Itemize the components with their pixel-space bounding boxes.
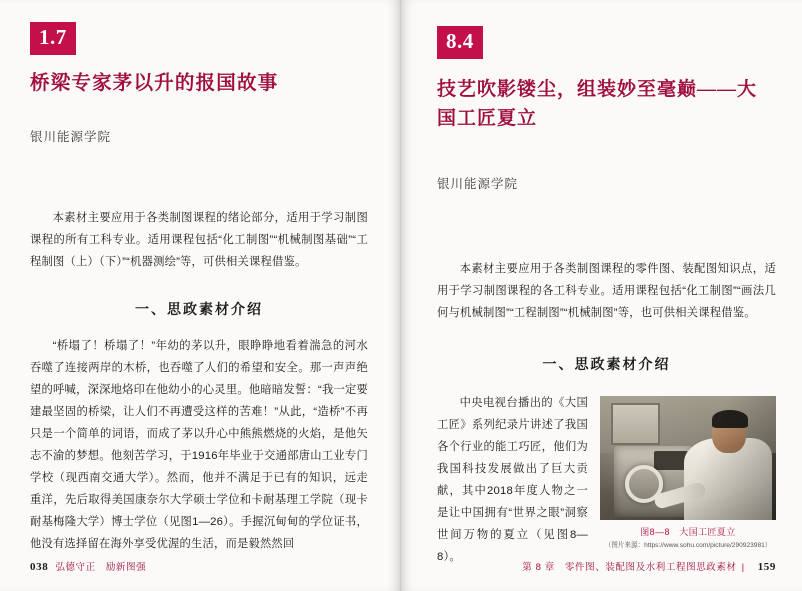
right-body — [437, 258, 776, 568]
left-article-author: 银川能源学院 — [30, 130, 112, 145]
left-folio: 038 — [30, 561, 49, 573]
right-body-with-figure — [437, 392, 776, 568]
workshop-photo-icon — [600, 396, 776, 520]
left-section-heading: 一、思政素材介绍 — [135, 303, 263, 319]
left-article-title: 桥梁专家茅以升的报国故事 — [30, 73, 279, 94]
right-section-number: 8.4 — [437, 26, 483, 59]
figure-source: （图片来源：https://www.sohu.com/picture/290923981） — [604, 541, 772, 549]
left-body — [30, 207, 368, 555]
right-page-footer — [522, 559, 776, 573]
left-page-content — [30, 0, 368, 591]
right-folio: 159 — [757, 561, 776, 573]
left-page-footer — [30, 559, 146, 573]
right-footer-chapter: 第 8 章 零件图、装配图及水利工程图思政素材 — [522, 562, 737, 573]
right-article-title: 技艺吹影镂尘，组装妙至毫巅——大国工匠夏立 — [437, 79, 758, 130]
right-article-author: 银川能源学院 — [437, 176, 519, 191]
right-page-content — [437, 0, 776, 591]
right-section-heading: 一、思政素材介绍 — [542, 357, 671, 373]
figure-caption: 图8—8 大国工匠夏立 — [640, 526, 736, 537]
left-footer-text: 弘德守正 励新图强 — [55, 562, 147, 573]
figure-block — [600, 396, 776, 551]
right-intro-paragraph: 本素材主要应用于各类制图课程的零件图、装配图知识点，适用于学习制图课程的各工科专业。适用课程包括“化工制图”“画法几何与机械制图”“工程制图”“机械制图”等，也可供相关课程借鉴。 — [437, 262, 776, 319]
right-body-paragraph: 中央电视台播出的《大国工匠》系列纪录片讲述了我国各个行业的能工巧匠，他们为我国科技发展做出了巨大贡献，其中2018年度人物之一是让中国拥有“世界之眼”洞察世间万物的夏立（见图8—8）。 — [437, 396, 588, 564]
left-intro-paragraph: 本素材主要应用于各类制图课程的绪论部分，适用于学习制图课程的所有工科专业。适用课程包括“化工制图”“机械制图基础”“工程制图（上）（下）”“机器测绘”等，可供相关课程借鉴。 — [30, 212, 368, 269]
left-section-number: 1.7 — [30, 22, 76, 55]
footer-divider: | — [741, 562, 745, 573]
left-number-badge-wrap — [30, 22, 368, 55]
left-body-paragraph: “桥塌了！桥塌了！”年幼的茅以升，眼睁睁地看着湍急的河水吞噬了连接两岸的木桥，也吞噬了人们的希望和安全。那一声声绝望的呼喊，深深地烙印在他幼小的心灵里。他暗暗发誓：“我一定要建最坚固的桥梁，让人们不再遭受这样的苦难！”从此，“造桥”不再只是一个简单的词语，而成了茅以升心中熊熊燃烧的火焰，是他矢志不渝的梦想。他刻苦学习，于1916年毕业于交通部唐山工业专门学校（现西南交通大学）。然而，他并不满足于已有的知识，远走重洋，先后取得美国康奈尔大学硕士学位和卡耐基理工学院（现卡耐基梅隆大学）博士学位（见图1—26）。手握沉甸甸的学位证书，他没有选择留在海外享受优渥的生活，而是毅然然回 — [30, 340, 368, 551]
right-number-badge-wrap — [437, 26, 776, 59]
right-page — [401, 0, 802, 591]
